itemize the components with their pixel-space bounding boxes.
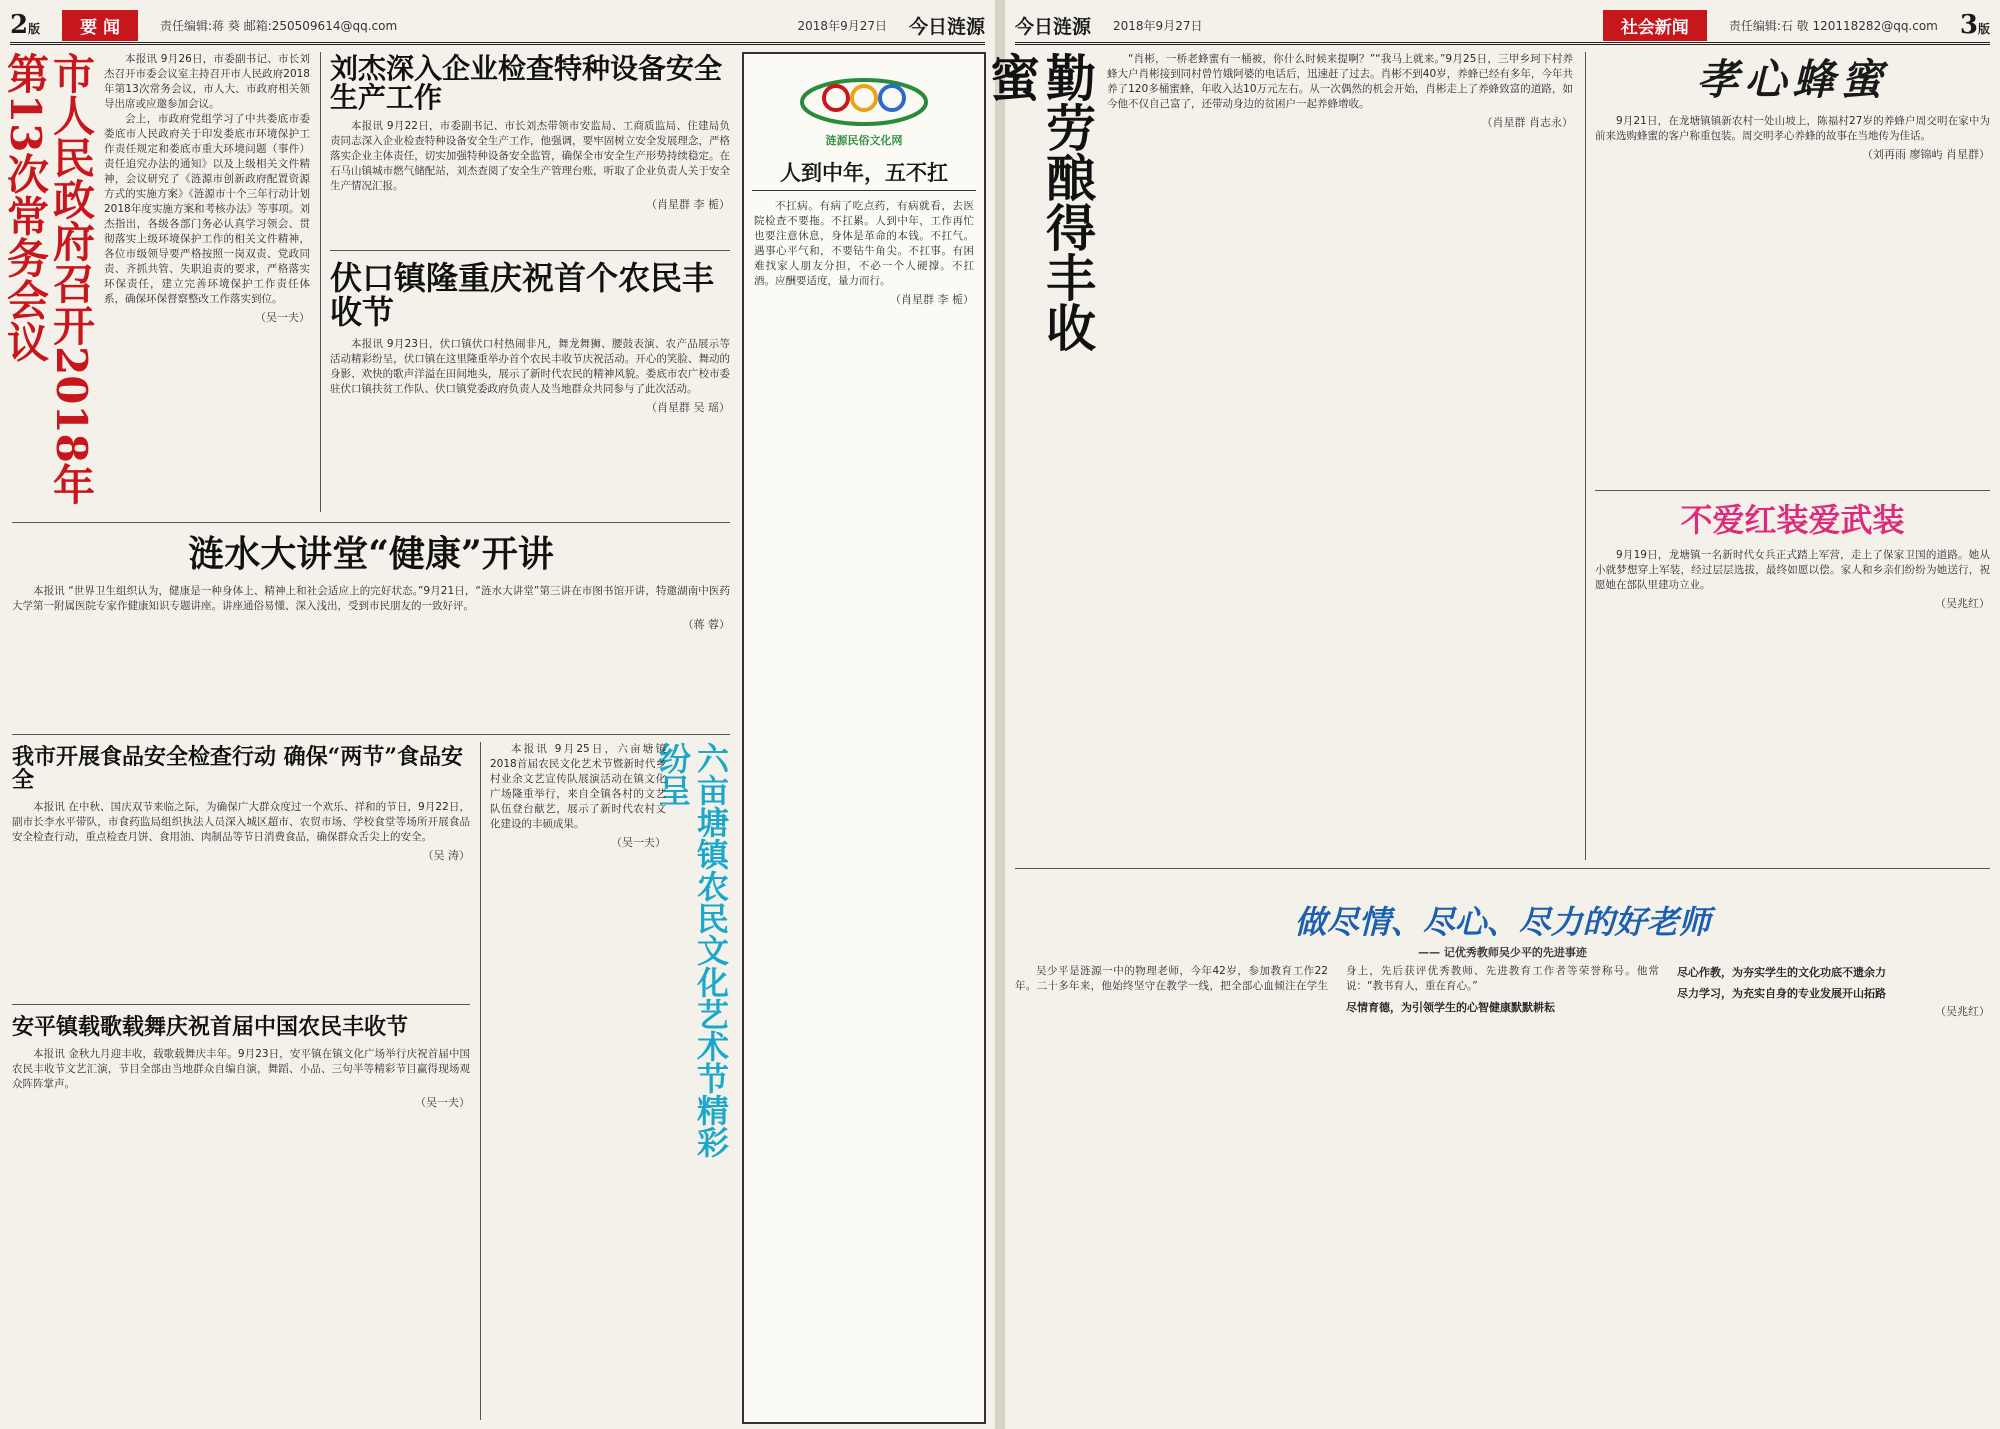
inspection-headline: 刘杰深入企业检查特种设备安全生产工作 xyxy=(330,52,723,115)
lecture-body: 本报讯 “世界卫生组织认为，健康是一种身体上、精神上和社会适应上的完好状态。”9月21日，“涟水大讲堂”第三讲在市图书馆开讲，特邀湖南中医药大学第一附属医院专家作健康知识专题讲座。讲座通俗易懂、深入浅出，受到市民朋友的一致好评。 xyxy=(12,584,730,612)
article-lecture xyxy=(12,530,730,726)
logo-caption: 涟源民俗文化网 xyxy=(825,134,903,147)
bees-headline: 勤劳酿得丰收蜜 xyxy=(982,52,1097,352)
sidebar-headline: 人到中年，五不扛 xyxy=(752,162,976,191)
harvest-headline: 伏口镇隆重庆祝首个农民丰收节 xyxy=(330,259,715,331)
page-number: 3版 xyxy=(1959,10,1990,40)
page-fold-gutter xyxy=(995,0,1005,1429)
article-council xyxy=(1,52,312,514)
sidebar-logo xyxy=(744,68,984,148)
article-food-safety xyxy=(12,742,470,996)
section-rule xyxy=(12,734,730,735)
newspaper-page-3 xyxy=(982,0,2000,1429)
section-rule xyxy=(12,522,730,523)
teacher-body: 吴少平是涟源一中的物理老师，今年42岁，参加教育工作22年。二十多年来，他始终坚守在教学一线，把全部心血倾注在学生身上，先后获评优秀教师、先进教育工作者等荣誉称号。他常说：“教书育人，重在育心。” xyxy=(1015,964,1659,992)
section-badge: 社会新闻 xyxy=(1603,10,1707,41)
teacher-section-1: 尽情育德，为引领学生的心智健康默默耕耘 xyxy=(1346,1000,1555,1014)
teacher-section-2: 尽心作教，为夯实学生的文化功底不遗余力 xyxy=(1677,965,1886,979)
military-headline: 不爱红装爱武装 xyxy=(1680,501,1905,539)
editor-info: 责任编辑:蒋 葵 邮箱:250509614@qq.com xyxy=(160,18,398,33)
liumutang-signature: （吴一夫） xyxy=(611,836,666,849)
filial-signature: （刘再雨 廖锦屿 肖星群） xyxy=(1862,148,1990,162)
anping-body: 本报讯 金秋九月迎丰收，载歌载舞庆丰年。9月23日，安平镇在镇文化广场举行庆祝首届中国农民丰收节文艺汇演，节目全部由当地群众自编自演，舞蹈、小品、三句半等精彩节目赢得现场观众阵阵掌声。 xyxy=(12,1048,470,1091)
liumutang-body: 本报讯 9月25日，六亩塘镇2018首届农民文化艺术节暨新时代乡村业余文艺宣传队展演活动在镇文化广场隆重举行，来自全镇各村的文艺队伍登台献艺，展示了新时代农村文化建设的丰硕成果。 xyxy=(490,743,666,830)
anping-headline: 安平镇载歌载舞庆祝首届中国农民丰收节 xyxy=(12,1014,409,1040)
council-lead: 本报讯 9月26日，市委副书记、市长刘杰召开市委会议室主持召开市人民政府2018年第13次常务会议，市人大、市政府相关领导出席或应邀参加会议。 xyxy=(104,53,310,110)
article-military xyxy=(1595,498,1990,860)
council-signature: （吴一夫） xyxy=(255,311,310,324)
page-header xyxy=(10,8,985,45)
section-badge: 要 闻 xyxy=(62,10,138,41)
teacher-headline: 做尽情、尽心、尽力的好老师 xyxy=(1294,903,1711,941)
section-rule xyxy=(330,250,730,251)
teacher-section-3: 尽力学习，为充实自身的专业发展开山拓路 xyxy=(1677,986,1886,1000)
article-teacher xyxy=(1015,876,1990,1420)
inspection-body: 本报讯 9月22日，市委副书记、市长刘杰带领市安监局、工商质监局、住建局负责同志深入企业检查特种设备安全生产工作，他强调，要牢固树立安全发展理念，严格落实企业主体责任，切实加强特种设备安全监管，确保全市安全生产形势持续稳定。在石马山镇城市燃气储配站，刘杰查阅了安全生产管理台账，听取了企业负责人关于安全生产情况汇报。 xyxy=(330,119,730,192)
lecture-headline: 涟水大讲堂“健康”开讲 xyxy=(188,533,554,575)
council-body: 会上，市政府党组学习了中共娄底市委娄底市人民政府关于印发娄底市环境保护工作责任规定和娄底市重大环境问题（事件）责任追究办法的通知》以及上级相关文件精神，会议研究了《涟源市创新政府配置资源方式的实施方案》《涟源市十个三年行动计划2018年度实施方案和考核办法》等事项。刘杰指出，各级各部门务必认真学习领会、贯彻落实上级环境保护工作的相关文件精神，各位市级领导要严格按照一岗双责、党政同责、齐抓共管、失职追责的要求，严格落实环保责任，建立完善环境保护工作责任体系，确保环保督察整改工作落实到位。 xyxy=(104,113,310,305)
bees-body: “肖彬，一桥老蜂蜜有一桶被，你什么时候来提啊？”“我马上就来。”9月25日，三甲乡珂下村养蜂大户肖彬接到同村曾竹娥阿婆的电话后，迅速赶了过去。肖彬不到40岁，养蜂已经有多年，今年共养了120多桶蜜蜂，年收入达10万元左右。从一次偶然的机会开始，肖彬走上了养蜂致富的道路，如今他不仅自己富了，还带动身边的贫困户一起养蜂增收。 xyxy=(1107,53,1573,110)
article-anping xyxy=(12,1012,470,1420)
editor-info: 责任编辑:石 敬 120118282@qq.com xyxy=(1728,18,1938,33)
article-filial-honey xyxy=(1595,52,1990,482)
teacher-signature: （吴兆红） xyxy=(1935,1004,1990,1018)
section-rule xyxy=(1015,868,1990,869)
teacher-subheading: —— 记优秀教师吴少平的先进事迹 xyxy=(1418,945,1587,959)
folk-culture-logo-icon xyxy=(794,68,934,132)
food-signature: （吴 涛） xyxy=(422,849,470,863)
sidebar-signature: （肖星群 李 栀） xyxy=(890,293,974,307)
anping-signature: （吴一夫） xyxy=(415,1096,470,1110)
food-body: 本报讯 在中秋、国庆双节来临之际，为确保广大群众度过一个欢乐、祥和的节日，9月22日，副市长李水平带队，市食药监局组织执法人员深入城区超市、农贸市场、学校食堂等场所开展食品安全检查行动，重点检查月饼、食用油、肉制品等节日消费食品，确保群众舌尖上的安全。 xyxy=(12,801,470,844)
inspection-signature: （肖星群 李 栀） xyxy=(646,197,730,211)
harvest-signature: （肖星群 吴 瑶） xyxy=(646,401,730,415)
sidebar-body: 不扛病。有病了吃点药，有病就看，去医院检查不要拖。不扛累。人到中年，工作再忙也要注意休息，身体是革命的本钱。不扛气。遇事心平气和，不要钻牛角尖。不扛事。有困难找家人朋友分担，不必一个人硬撑。不扛酒。应酬要适度，量力而行。 xyxy=(754,200,974,288)
article-harvest xyxy=(330,258,730,514)
article-bees xyxy=(982,52,1575,860)
page-header xyxy=(1015,8,1990,45)
food-headline: 我市开展食品安全检查行动 确保“两节”食品安全 xyxy=(12,744,463,794)
military-signature: （吴兆红） xyxy=(1935,596,1990,610)
issue-date: 2018年9月27日 xyxy=(1113,18,1203,33)
paper-name: 今日涟源 xyxy=(1015,15,1092,38)
harvest-body: 本报讯 9月23日，伏口镇伏口村热闹非凡，舞龙舞狮、腰鼓表演、农产品展示等活动精彩纷呈，伏口镇在这里隆重举办首个农民丰收节庆祝活动。开心的笑脸、舞动的身影、欢快的歌声洋溢在田间地头，展示了新时代农民的精神风貌。娄底市农广校市委驻伏口镇扶贫工作队、伏口镇党委政府负责人及当地群众共同参与了此次活动。 xyxy=(330,338,730,396)
article-inspection xyxy=(330,52,730,244)
section-rule xyxy=(12,1004,470,1005)
bees-signature: （肖星群 肖志永） xyxy=(1481,116,1573,129)
column-rule xyxy=(320,52,321,512)
military-body: 9月19日，龙塘镇一名新时代女兵正式踏上军营，走上了保家卫国的道路。她从小就梦想穿上军装，经过层层选拔，最终如愿以偿。家人和乡亲们纷纷为她送行，祝愿她在部队里建功立业。 xyxy=(1595,548,1990,591)
council-headline: 市人民政府召开2018年第13次常务会议 xyxy=(1,52,96,505)
article-liumutang xyxy=(490,742,730,1420)
filial-body: 9月21日，在龙塘镇镇新农村一处山坡上，陈福村27岁的养蜂户周交明在家中为前来选购蜂蜜的客户称重包装。周交明孝心养蜂的故事在当地传为佳话。 xyxy=(1595,115,1990,143)
liumutang-headline: 六亩塘镇农民文化艺术节精彩纷呈 xyxy=(654,742,730,1158)
filial-headline: 孝心蜂蜜 xyxy=(1696,55,1889,104)
lecture-signature: （蒋 蓉） xyxy=(682,617,730,631)
page-number: 2版 xyxy=(10,10,41,40)
column-rule xyxy=(1585,52,1586,860)
issue-date: 2018年9月27日 xyxy=(797,18,887,33)
newspaper-page-2 xyxy=(0,0,995,1429)
section-rule xyxy=(1595,490,1990,491)
column-rule xyxy=(480,742,481,1420)
sidebar-column xyxy=(742,52,986,1424)
paper-name: 今日涟源 xyxy=(908,15,985,38)
